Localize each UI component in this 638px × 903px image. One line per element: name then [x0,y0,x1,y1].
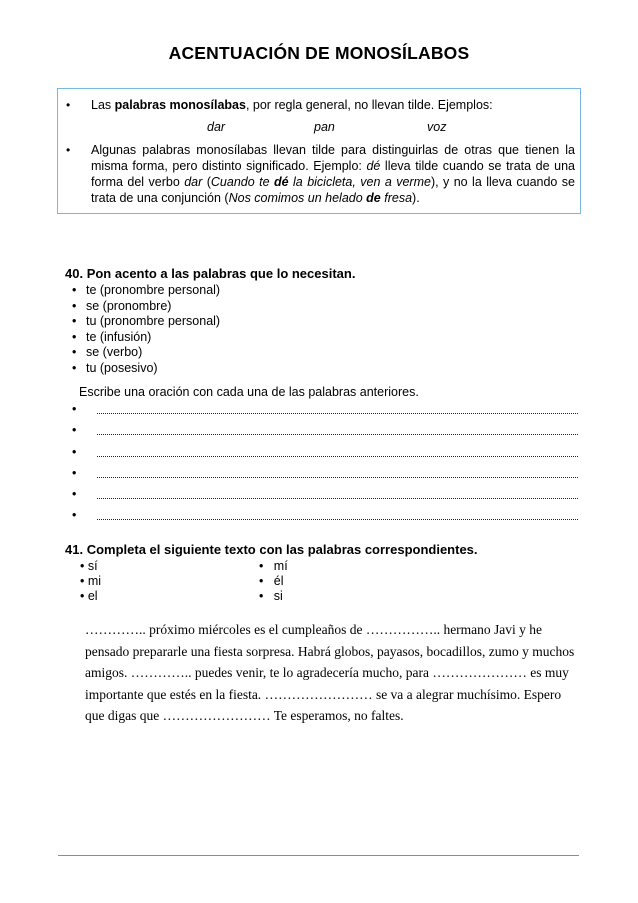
rule-box [57,88,581,214]
rule-2-italic: fresa [380,191,413,205]
option-item: • sí [80,559,98,573]
rule-2-text: ), y no la lleva cuando se trata de una conjunción ( [91,175,576,205]
bullet-icon: • [72,283,77,297]
page-title: ACENTUACIÓN DE MONOSÍLABOS [168,43,470,63]
rule-2-bold-italic: dé [274,175,289,189]
bullet-icon: • [72,487,77,501]
rule-2-text: ). [412,191,420,205]
rule-2-text: Algunas palabras monosílabas llevan tilde para distinguirlas de otras que tienen la misma forma, pero distinto significado. Ejemplo: [91,143,575,173]
paragraph-text: Te esperamos, no faltes. [270,708,404,723]
dotted-rule [97,519,578,520]
rule-2 [91,142,575,206]
answer-line[interactable] [72,445,578,461]
bullet-icon: • [72,508,77,522]
example-word: voz [427,120,447,134]
exercise-number: 41. [65,542,84,557]
bullet-icon: • [72,345,77,359]
list-item-text: se (pronombre) [86,298,172,313]
rule-1-text-a: Las [91,98,115,112]
blank[interactable]: ………….. [85,622,146,637]
rule-2-italic: la bicicleta, ven a verme [288,175,431,189]
option-text: sí [87,559,98,573]
list-item-text: tu (posesivo) [86,360,158,375]
rule-1-bold: palabras monosílabas [114,98,246,112]
blank[interactable]: …………….. [365,622,441,637]
option-item: • el [80,589,98,603]
exercise-40-heading [65,266,355,281]
option-text: el [87,589,98,603]
blank[interactable]: …………………… [264,686,373,702]
list-item-text: se (verbo) [86,345,143,359]
options-right [259,559,288,604]
bullet-icon: • [66,143,71,157]
bullet-icon: • [66,98,71,112]
bullet-icon: • [72,298,77,313]
bullet-icon: • [72,466,77,480]
answer-line[interactable] [72,466,578,482]
list-item-text: te (infusión) [86,329,152,344]
paragraph-text: se va a alegrar muchísimo. Espero que digas que [85,686,562,723]
option-item: • mi [80,574,102,588]
example-word: dar [207,120,226,134]
exercise-number: 40. [65,266,84,281]
rule-1 [91,97,575,113]
blank[interactable]: ………………… [432,665,527,680]
dotted-rule [97,498,578,499]
option-text: si [273,589,283,603]
rule-2-italic: Nos comimos un helado [228,191,367,205]
exercise-41-heading [65,542,478,557]
rule-1-text-b: , por regla general, no llevan tilde. Ejemplos: [245,98,493,112]
exercise-heading-text: Pon acento a las palabras que lo necesitan. [83,266,356,281]
paragraph-text: es muy importante que estés en la fiesta. [85,665,569,702]
rule-2-italic: Cuando te [210,175,274,189]
answer-line[interactable] [72,402,578,418]
bullet-icon: • [72,423,77,437]
rule-2-bold-italic: de [366,191,381,205]
rule-2-italic: dé [366,159,381,173]
option-text: mi [87,574,102,588]
exercise-40-instruction: Escribe una oración con cada una de las palabras anteriores. [79,385,419,399]
footer-divider [58,855,579,856]
rule-2-text: ( [202,175,211,189]
options-left [80,559,101,604]
bullet-icon: • [72,445,77,459]
bullet-icon: • [72,402,77,416]
option-text: mí [273,559,288,573]
option-item: • mí [259,559,288,573]
paragraph-text: puedes venir, te lo agradecería mucho, para [191,665,433,680]
blank[interactable]: ………….. [130,665,192,680]
option-text: él [273,574,284,588]
option-item: • él [259,574,284,588]
blank[interactable]: …………………… [162,708,271,723]
dotted-rule [97,434,578,435]
rule-2-text: lleva tilde cuando se trata de una forma del verbo [91,159,575,189]
answer-line[interactable] [72,423,578,439]
option-item: • si [259,589,283,603]
bullet-icon: • [72,329,77,344]
rule-2-italic: dar [184,175,203,189]
list-item-text: tu (pronombre personal) [86,314,221,328]
dotted-rule [97,456,578,457]
answer-line[interactable] [72,487,578,503]
example-word: pan [314,120,335,134]
bullet-icon: • [72,314,77,328]
dotted-rule [97,477,578,478]
dotted-rule [97,413,578,414]
paragraph-text: hermano Javi y he pensado prepararle una fiesta sorpresa. Habrá globos, payasos, bocadillos, zumo y muchos amigos. [85,622,575,680]
fill-in-paragraph [85,619,581,727]
list-item-text: te (pronombre personal) [86,283,221,297]
bullet-icon: • [72,360,77,375]
answer-line[interactable] [72,508,578,524]
exercise-heading-text: Completa el siguiente texto con las palabras correspondientes. [83,542,478,557]
paragraph-text: próximo miércoles es el cumpleaños de [145,622,366,637]
